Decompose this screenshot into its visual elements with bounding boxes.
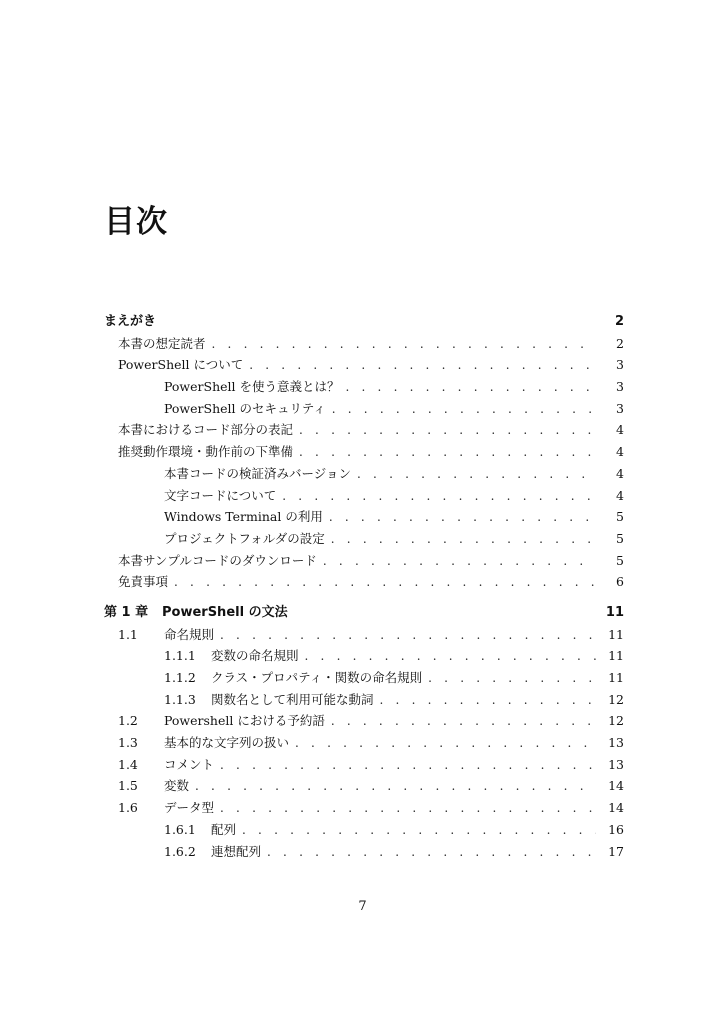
toc-entry-page: 11 (608, 626, 624, 642)
toc-entry[interactable] (104, 667, 624, 689)
toc-entry-number: 1.1.2 (164, 670, 196, 685)
toc-entry-page: 2 (614, 314, 624, 329)
toc-entry[interactable] (104, 689, 624, 711)
toc-entry-page: 6 (616, 574, 624, 590)
toc-entry-label: 変数の命名規則 (211, 648, 299, 664)
toc-entry[interactable] (104, 463, 624, 485)
toc-entry[interactable] (104, 398, 624, 420)
leader-dots (323, 551, 596, 573)
toc-entry-page: 13 (608, 735, 624, 751)
toc-entry[interactable] (104, 775, 624, 797)
toc-entry-page: 17 (608, 843, 624, 859)
leader-dots (357, 464, 596, 486)
toc-entry-label: 本書の想定読者 (118, 335, 206, 351)
toc-entry-number: 1.6.2 (164, 843, 196, 859)
toc-entry-label: PowerShell のセキュリティ (164, 400, 326, 416)
leader-dots (380, 690, 596, 712)
toc-entry-page: 11 (608, 648, 624, 664)
toc-entry[interactable] (104, 419, 624, 441)
page-number: 7 (358, 899, 367, 914)
toc-entry[interactable] (104, 624, 624, 646)
toc-entry-label: PowerShell の文法 (162, 604, 288, 620)
toc-entry-label: 連想配列 (211, 843, 262, 859)
toc-entry-label: 変数 (164, 778, 190, 794)
toc-entry-number: 第 1 章 (104, 604, 149, 620)
toc-entry-page: 16 (608, 821, 624, 837)
leader-dots (220, 755, 596, 777)
toc-entry-number: 1.6 (118, 800, 138, 816)
leader-dots (212, 334, 596, 356)
toc-entry-page: 5 (616, 552, 624, 568)
toc-entry[interactable] (104, 354, 624, 376)
toc-entry[interactable] (104, 602, 624, 624)
toc-entry[interactable] (104, 550, 624, 572)
toc-entry-label: 配列 (211, 821, 237, 837)
leader-dots (242, 820, 596, 842)
leader-dots (305, 646, 596, 668)
toc-entry-label: まえがき (104, 314, 157, 329)
toc-entry[interactable] (104, 311, 624, 333)
leader-dots (332, 399, 596, 421)
toc-entry-label: 基本的な文字列の扱い (164, 735, 290, 751)
toc-entry-page: 4 (616, 465, 624, 481)
toc-entry-number: 1.1.3 (164, 691, 196, 707)
leader-dots (174, 572, 596, 594)
toc-entry-label: 関数名として利用可能な動詞 (211, 691, 374, 707)
table-of-contents (104, 311, 624, 862)
leader-dots (299, 442, 596, 464)
toc-entry-page: 13 (608, 756, 624, 772)
toc-entry-number: 1.1.1 (164, 648, 196, 664)
leader-dots (295, 733, 596, 755)
toc-entry[interactable] (104, 841, 624, 863)
toc-entry-label: 本書コードの検証済みバージョン (164, 465, 352, 481)
toc-entry[interactable] (104, 819, 624, 841)
toc-entry-label: 本書におけるコード部分の表記 (118, 422, 294, 438)
toc-entry-label: 本書サンプルコードのダウンロード (118, 552, 317, 568)
toc-entry-page: 14 (608, 800, 624, 816)
toc-entry[interactable] (104, 485, 624, 507)
toc-entry-number: 1.2 (118, 713, 138, 729)
leader-dots (282, 486, 596, 508)
toc-entry-page: 5 (616, 530, 624, 546)
leader-dots (331, 711, 596, 733)
toc-entry-page: 11 (608, 670, 624, 685)
toc-entry-label: 命名規則 (164, 626, 215, 642)
toc-entry-page: 3 (616, 379, 624, 395)
toc-entry-number: 1.6.1 (164, 821, 196, 837)
toc-entry-page: 11 (605, 604, 624, 620)
leader-dots (331, 529, 596, 551)
toc-entry-page: 2 (616, 335, 624, 351)
toc-entry-label: PowerShell を使う意義とは？ (164, 379, 340, 395)
toc-entry-label: Windows Terminal の利用 (164, 509, 323, 525)
toc-entry[interactable] (104, 333, 624, 355)
toc-entry-page: 12 (608, 691, 624, 707)
toc-entry[interactable] (104, 645, 624, 667)
leader-dots (428, 668, 596, 690)
toc-entry-page: 5 (616, 509, 624, 525)
leader-dots (249, 355, 596, 377)
toc-entry[interactable] (104, 732, 624, 754)
toc-entry-page: 12 (608, 713, 624, 729)
toc-entry[interactable] (104, 528, 624, 550)
leader-dots (220, 625, 596, 647)
toc-entry[interactable] (104, 441, 624, 463)
toc-entry[interactable] (104, 571, 624, 593)
toc-entry-label: 文字コードについて (164, 487, 277, 503)
toc-entry[interactable] (104, 754, 624, 776)
toc-entry-page: 14 (608, 778, 624, 794)
toc-entry-page: 4 (616, 422, 624, 438)
leader-dots (267, 842, 596, 864)
toc-entry-label: Powershell における予約語 (164, 713, 325, 729)
leader-dots (329, 507, 596, 529)
toc-entry-label: データ型 (164, 800, 215, 816)
leader-dots (195, 776, 596, 798)
toc-entry-page: 4 (616, 444, 624, 460)
toc-entry-label: コメント (164, 756, 215, 772)
toc-entry-label: 推奨動作環境・動作前の下準備 (118, 444, 294, 460)
toc-entry[interactable] (104, 710, 624, 732)
toc-entry-number: 1.4 (118, 756, 138, 772)
toc-entry-label: プロジェクトフォルダの設定 (164, 530, 325, 546)
leader-dots (345, 377, 596, 399)
toc-entry-number: 1.3 (118, 735, 138, 751)
leader-dots (299, 420, 596, 442)
toc-entry-label: 免責事項 (118, 574, 169, 590)
toc-entry-label: クラス・プロパティ・関数の命名規則 (211, 670, 423, 685)
toc-entry-label: PowerShell について (118, 357, 244, 373)
toc-entry[interactable] (104, 506, 624, 528)
toc-entry-page: 3 (616, 357, 624, 373)
toc-entry-page: 4 (616, 487, 624, 503)
leader-dots (220, 798, 596, 820)
toc-title: 目次 (104, 204, 168, 240)
toc-entry-number: 1.5 (118, 778, 138, 794)
toc-entry-number: 1.1 (118, 626, 138, 642)
toc-entry[interactable] (104, 376, 624, 398)
toc-entry[interactable] (104, 797, 624, 819)
toc-entry-page: 3 (616, 400, 624, 416)
